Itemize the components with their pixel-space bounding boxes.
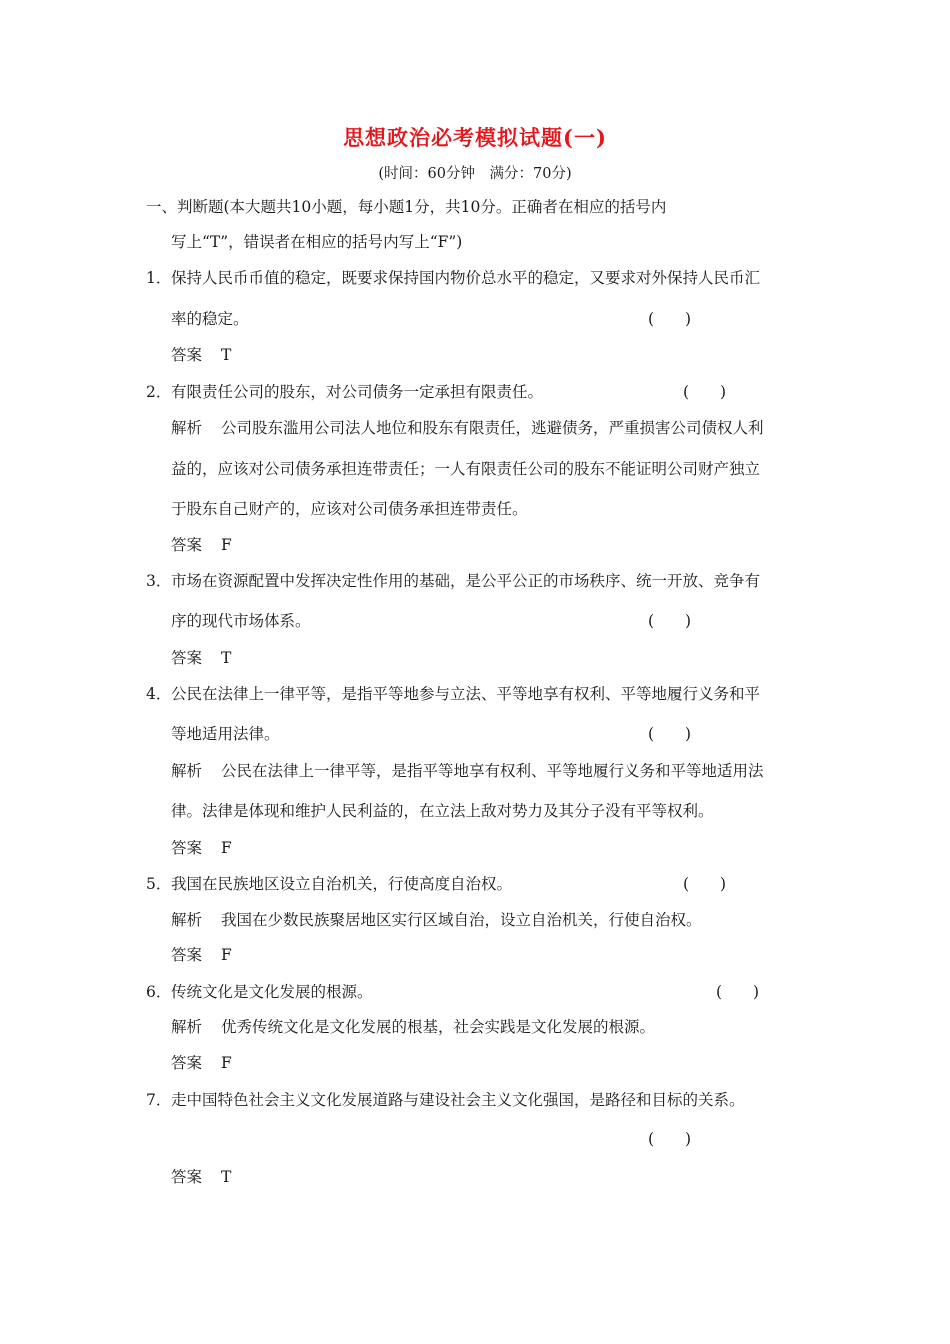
question-text: 序的现代市场体系。 xyxy=(171,612,311,630)
answer-bracket: ( ) xyxy=(683,383,727,401)
question-text: 市场在资源配置中发挥决定性作用的基础，是公平公正的市场秩序、统一开放、竞争有 xyxy=(171,572,761,590)
answer-value: F xyxy=(221,946,232,964)
analysis-line xyxy=(171,761,764,781)
answer-bracket: ( ) xyxy=(683,875,727,893)
answer-line xyxy=(171,345,231,365)
question-text: 我国在民族地区设立自治机关，行使高度自治权。 xyxy=(171,875,513,893)
page-title: 思想政治必考模拟试题(一) xyxy=(343,125,607,150)
question-number: 3． xyxy=(146,572,172,590)
answer-value: T xyxy=(221,1168,232,1186)
answer-value: T xyxy=(221,649,232,667)
answer-value: F xyxy=(221,536,232,554)
question-text: 走中国特色社会主义文化发展道路与建设社会主义文化强国，是路径和目标的关系。 xyxy=(171,1091,745,1109)
question-number: 6． xyxy=(146,983,172,1001)
analysis-text: 优秀传统文化是文化发展的根基，社会实践是文化发展的根源。 xyxy=(221,1018,656,1036)
section-heading: 一、判断题(本大题共10小题，每小题1分，共10分。正确者在相应的括号内 xyxy=(146,198,667,216)
answer-bracket: ( ) xyxy=(648,310,692,328)
analysis-text: 益的，应该对公司债务承担连带责任；一人有限责任公司的股东不能证明公司财产独立 xyxy=(171,460,761,478)
answer-label: 答案 xyxy=(171,536,203,554)
analysis-text: 律。法律是体现和维护人民利益的，在立法上敌对势力及其分子没有平等权利。 xyxy=(171,802,714,820)
question-number: 5． xyxy=(146,875,172,893)
question-text: 保持人民币币值的稳定，既要求保持国内物价总水平的稳定，又要求对外保持人民币汇 xyxy=(171,269,761,287)
answer-label: 答案 xyxy=(171,946,203,964)
analysis-text: 公司股东滥用公司法人地位和股东有限责任，逃避债务，严重损害公司债权人利 xyxy=(221,419,764,437)
answer-bracket: ( ) xyxy=(716,983,760,1001)
answer-line xyxy=(171,1167,231,1187)
question-text: 传统文化是文化发展的根源。 xyxy=(171,983,373,1001)
question-text: 公民在法律上一律平等，是指平等地参与立法、平等地享有权利、平等地履行义务和平 xyxy=(171,685,761,703)
analysis-label: 解析 xyxy=(171,1018,203,1036)
question-text: 等地适用法律。 xyxy=(171,725,280,743)
answer-line xyxy=(171,1053,232,1073)
answer-value: F xyxy=(221,1054,232,1072)
exam-info: (时间：60分钟 满分：70分) xyxy=(378,166,572,182)
answer-label: 答案 xyxy=(171,1168,203,1186)
question-text: 率的稳定。 xyxy=(171,310,249,328)
answer-bracket: ( ) xyxy=(648,725,692,743)
analysis-text: 公民在法律上一律平等，是指平等地享有权利、平等地履行义务和平等地适用法 xyxy=(221,762,764,780)
answer-line xyxy=(171,535,232,555)
analysis-line xyxy=(171,418,764,438)
answer-label: 答案 xyxy=(171,1054,203,1072)
section-instructions: 写上“T”，错误者在相应的括号内写上“F”) xyxy=(171,233,463,251)
analysis-line xyxy=(171,1017,655,1037)
answer-line xyxy=(171,945,232,965)
question-number: 1． xyxy=(146,269,172,287)
answer-value: F xyxy=(221,839,232,857)
answer-label: 答案 xyxy=(171,839,203,857)
answer-value: T xyxy=(221,346,232,364)
analysis-text: 我国在少数民族聚居地区实行区域自治，设立自治机关，行使自治权。 xyxy=(221,911,702,929)
answer-bracket: ( ) xyxy=(648,612,692,630)
analysis-text: 于股东自己财产的，应该对公司债务承担连带责任。 xyxy=(171,500,528,518)
analysis-label: 解析 xyxy=(171,911,203,929)
answer-label: 答案 xyxy=(171,649,203,667)
analysis-line xyxy=(171,910,702,930)
question-text: 有限责任公司的股东，对公司债务一定承担有限责任。 xyxy=(171,383,544,401)
answer-bracket: ( ) xyxy=(648,1130,692,1148)
answer-line xyxy=(171,838,232,858)
question-number: 2． xyxy=(146,383,172,401)
answer-line xyxy=(171,648,231,668)
question-number: 7． xyxy=(146,1091,172,1109)
analysis-label: 解析 xyxy=(171,419,203,437)
answer-label: 答案 xyxy=(171,346,203,364)
analysis-label: 解析 xyxy=(171,762,203,780)
question-number: 4． xyxy=(146,685,172,703)
